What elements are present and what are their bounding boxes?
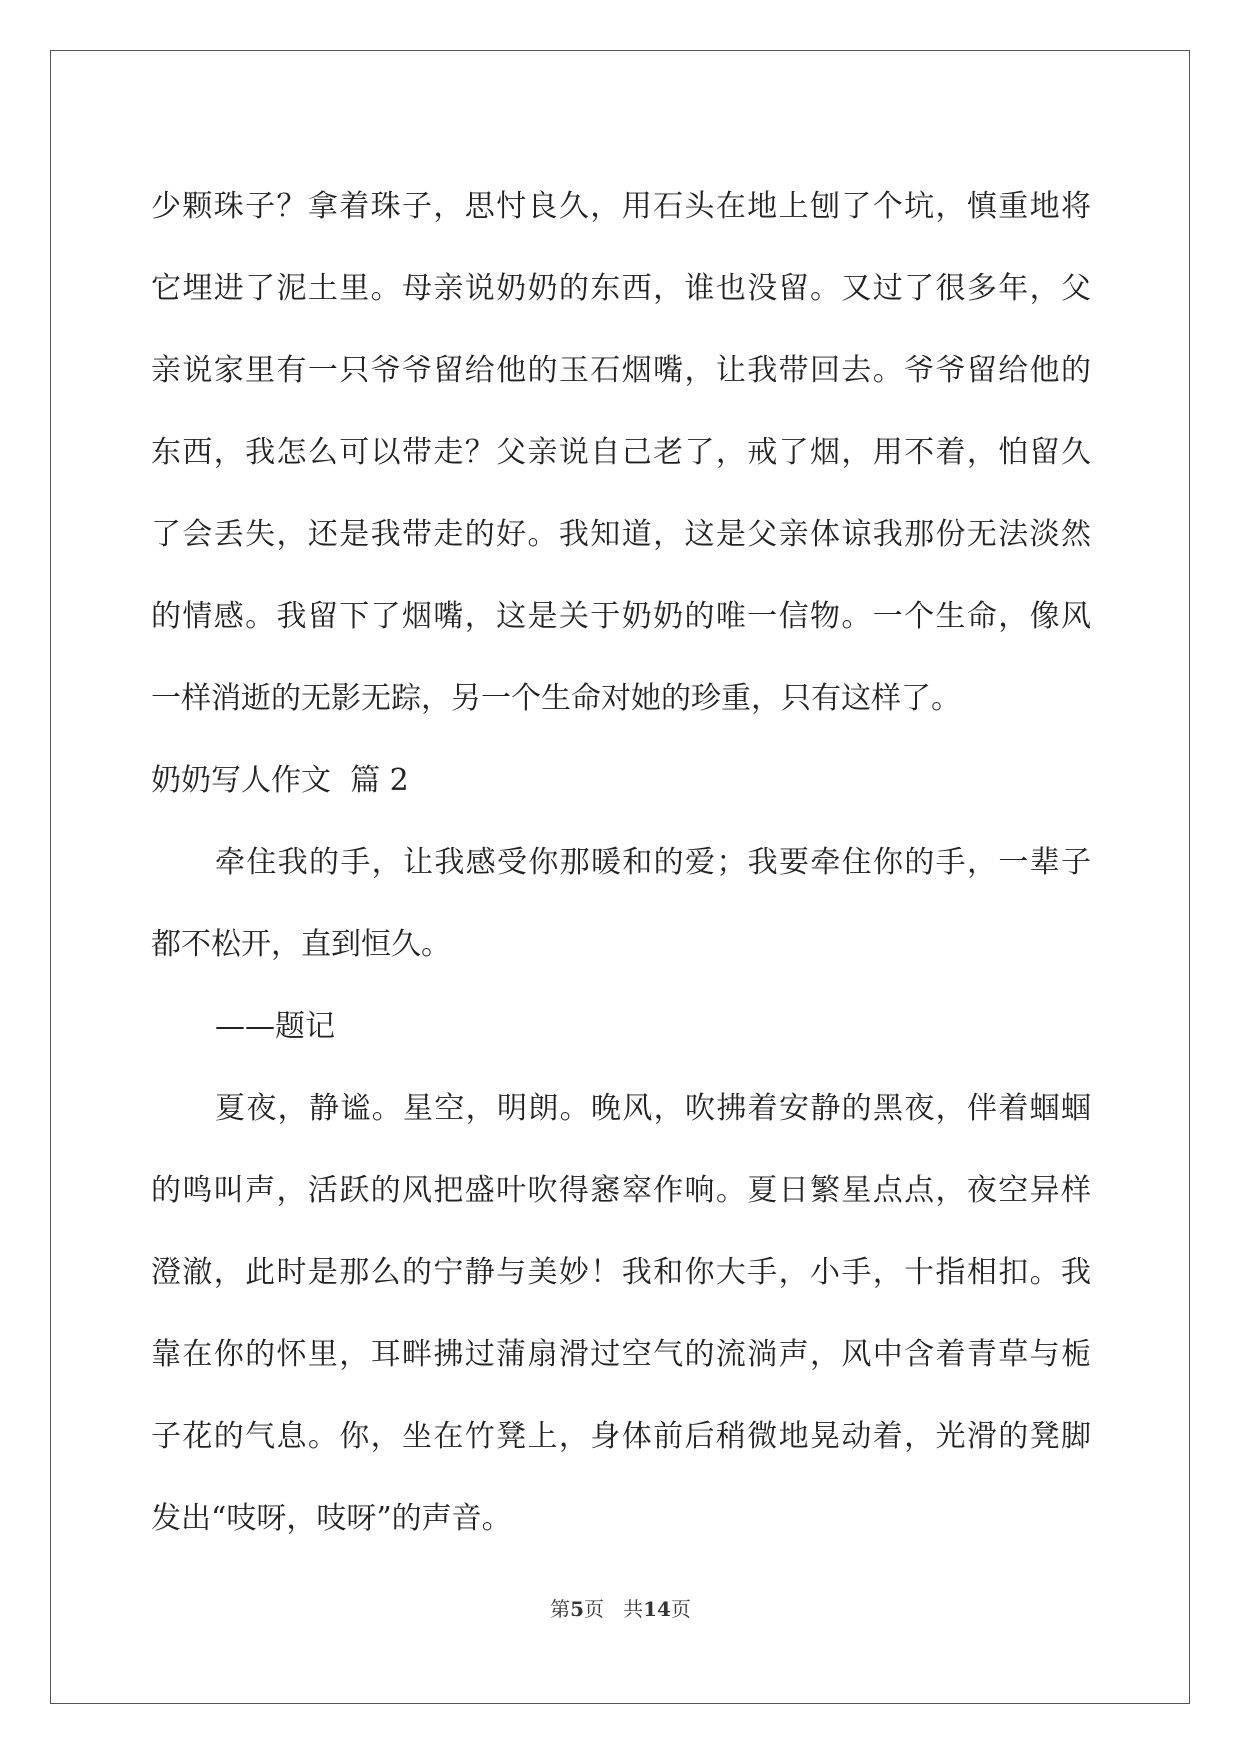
body-line: 了会丢失，还是我带走的好。我知道，这是父亲体谅我那份无法淡然 xyxy=(151,517,1091,552)
body-line: 它埋进了泥土里。母亲说奶奶的东西，谁也没留。又过了很多年，父 xyxy=(151,271,1091,306)
footer-page-word: 页 xyxy=(584,1597,604,1621)
paragraph-line: 发出“吱呀，吱呀”的声音。 xyxy=(151,1501,512,1536)
current-page-number: 5 xyxy=(570,1597,584,1621)
body-line: 少颗珠子？拿着珠子，思忖良久，用石头在地上刨了个坑，慎重地将 xyxy=(151,189,1091,224)
page-number-footer xyxy=(0,1593,1241,1622)
body-line: 一样消逝的无影无踪，另一个生命对她的珍重，只有这样了。 xyxy=(151,681,961,716)
paragraph-line: 夏夜，静谧。星空，明朗。晚风，吹拂着安静的黑夜，伴着蝈蝈 xyxy=(215,1091,1091,1126)
paragraph-line: 都不松开，直到恒久。 xyxy=(151,927,451,962)
footer-total-suffix: 页 xyxy=(670,1597,691,1621)
footer-prefix: 第 xyxy=(550,1597,571,1621)
inscription: ——题记 xyxy=(215,1009,335,1044)
section-heading: 奶奶写人作文 篇 2 xyxy=(151,763,409,798)
body-line: 东西，我怎么可以带走？父亲说自己老了，戒了烟，用不着，怕留久 xyxy=(151,435,1091,470)
paragraph-line: 子花的气息。你，坐在竹凳上，身体前后稍微地晃动着，光滑的凳脚 xyxy=(151,1419,1091,1454)
paragraph-line: 牵住我的手，让我感受你那暖和的爱；我要牵住你的手，一辈子 xyxy=(215,845,1091,880)
total-pages-number: 14 xyxy=(643,1597,671,1621)
body-line: 亲说家里有一只爷爷留给他的玉石烟嘴，让我带回去。爷爷留给他的 xyxy=(151,353,1091,388)
paragraph-line: 澄澈，此时是那么的宁静与美妙！我和你大手，小手，十指相扣。我 xyxy=(151,1255,1091,1290)
document-body xyxy=(151,166,1091,1560)
footer-total-prefix: 共 xyxy=(623,1597,644,1621)
paragraph-line: 的鸣叫声，活跃的风把盛叶吹得窸窣作响。夏日繁星点点，夜空异样 xyxy=(151,1173,1091,1208)
paragraph-line: 靠在你的怀里，耳畔拂过蒲扇滑过空气的流淌声，风中含着青草与栀 xyxy=(151,1337,1091,1372)
body-line: 的情感。我留下了烟嘴，这是关于奶奶的唯一信物。一个生命，像风 xyxy=(151,599,1091,634)
